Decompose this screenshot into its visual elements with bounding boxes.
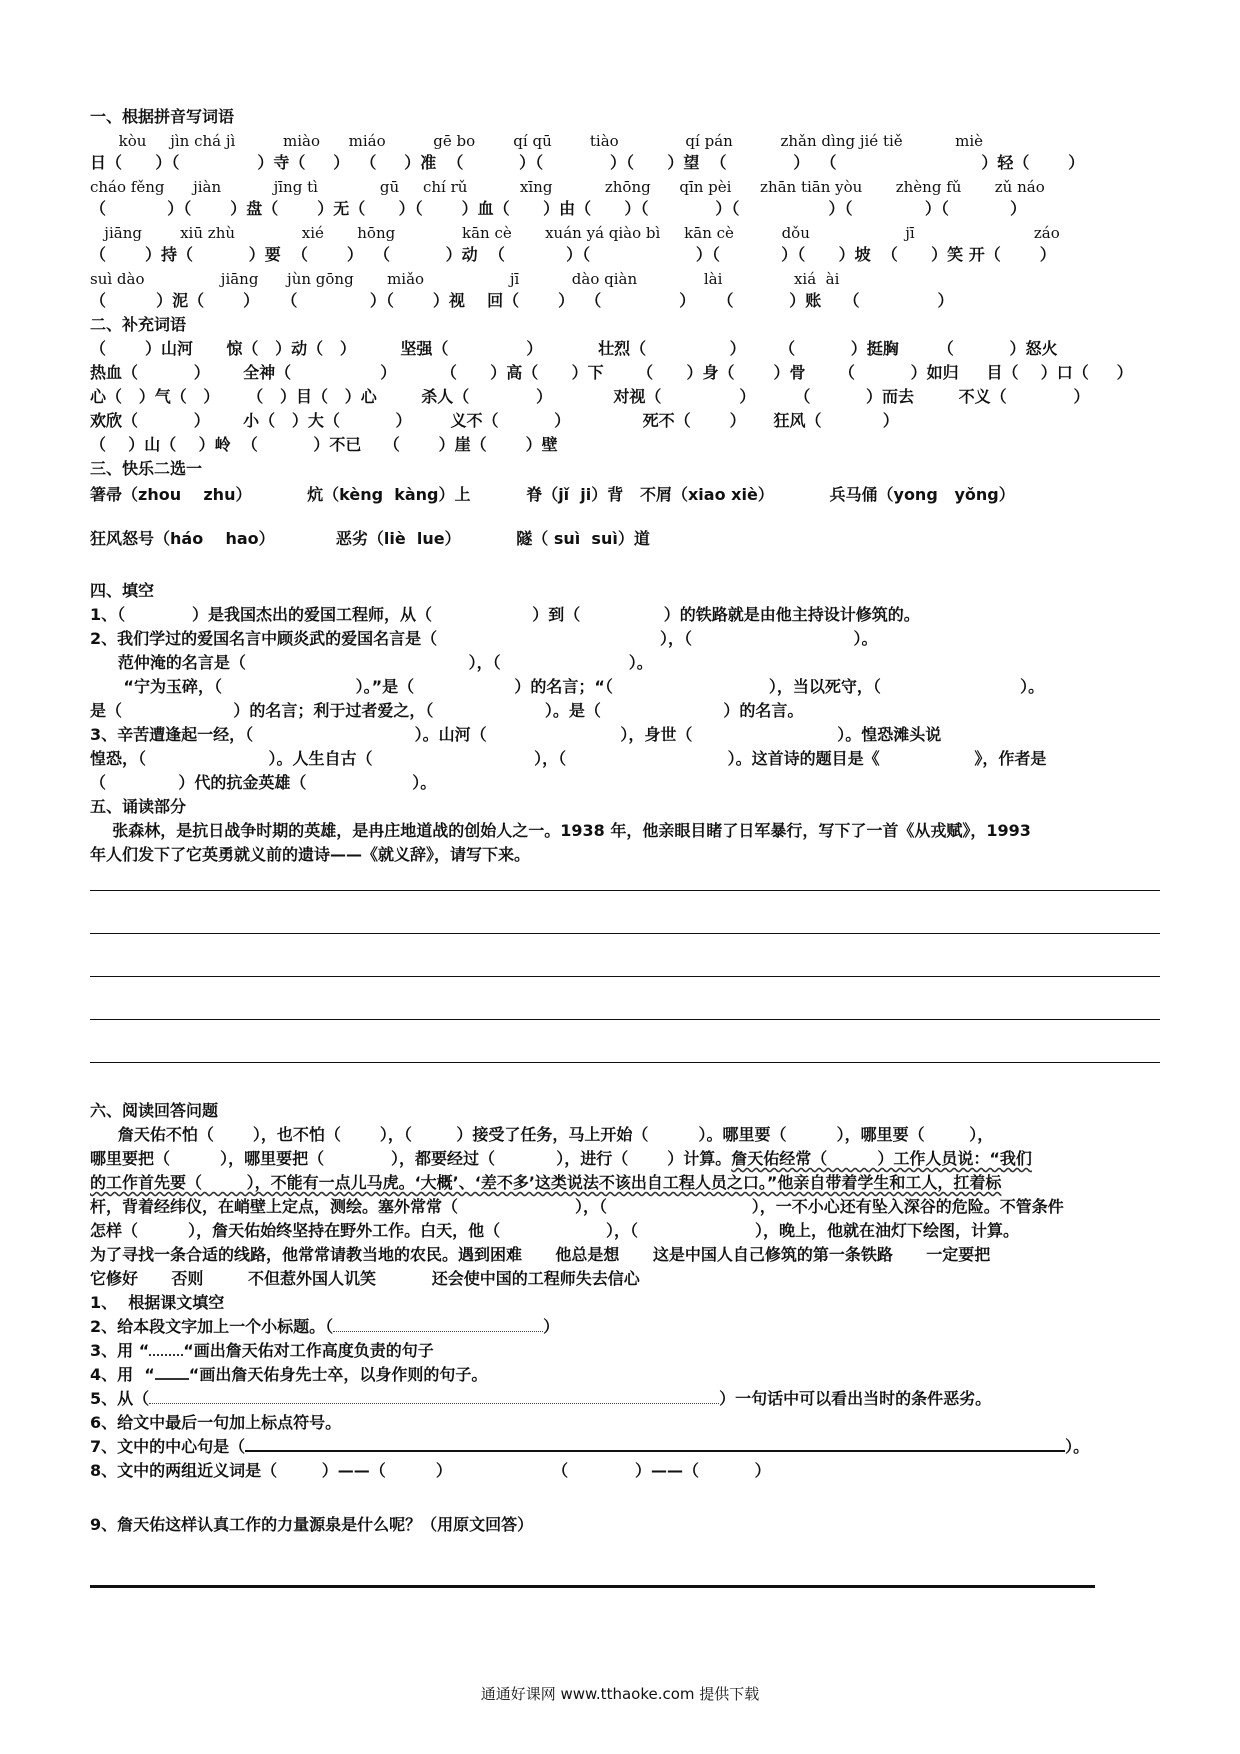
pinyin-line-2: cháo fěng jiàn jīng tì gū chí rǔ xīng zhōng qīn pèi zhān tiān yòu zhèng fǔ zǔ náo [90, 178, 1045, 196]
question-7-text: 7、文中的中心句是（ [90, 1437, 246, 1456]
idiom-line-4: 欢欣（ ） 小（ ）大（ ） 义不（ ） 死不（ ） 狂风（ ） [90, 411, 899, 430]
question-3 [90, 1340, 1170, 1362]
fill-line-7: 惶恐，（ ）。人生自古（ ），（ ）。这首诗的题目是《 》，作者是 [90, 749, 1047, 768]
question-9: 9、詹天佑这样认真工作的力量源泉是什么呢？（用原文回答） [90, 1515, 534, 1534]
passage-line-1: 詹天佑不怕（ ），也不怕（ ），（ ）接受了任务，马上开始（ ）。哪里要（ ），哪里要（ ）， [90, 1125, 994, 1144]
question-9-answer-line[interactable] [90, 1585, 1095, 1588]
question-2-blank[interactable] [333, 1317, 543, 1332]
question-2-end: ） [543, 1317, 560, 1336]
question-6: 6、给文中最后一句加上标点符号。 [90, 1413, 342, 1432]
question-3-mark [149, 1340, 183, 1356]
blank-line-1: 日（ ）（ ）寺（ ） （ ）准 （ ）（ ）（ ）望 （ ） （ ）轻（ ） [90, 153, 1085, 172]
footer-credit: 通通好课网 www.tthaoke.com 提供下载 [480, 1685, 760, 1703]
question-7-end: ）。 [1065, 1437, 1090, 1456]
passage-line-3-underlined: ‘大概’、‘差不多’这类说法不该出自工程人员之口。”他亲自带着学生和工人，扛着标 [414, 1173, 1002, 1192]
question-2 [90, 1316, 1170, 1338]
answer-line-5[interactable] [90, 1062, 1160, 1063]
fill-line-5: 是（ ）的名言；利于过者爱之，（ ）。是（ ）的名言。 [90, 701, 804, 720]
question-5 [90, 1388, 1170, 1410]
answer-line-3[interactable] [90, 976, 1160, 977]
section1-heading: 一、根据拼音写词语 [90, 107, 235, 126]
question-1: 1、 根据课文填空 [90, 1293, 225, 1312]
fill-line-2: 2、我们学过的爱国名言中顾炎武的爱国名言是（ ），（ ）。 [90, 629, 878, 648]
section5-heading: 五、诵读部分 [90, 797, 187, 816]
blank-line-3: （ ）持（ ）要 （ ） （ ）动 （ ）（ ）（ ）（ ）坡 （ ）笑 开（ ） [90, 245, 1056, 264]
idiom-line-3: 心（ ）气（ ） （ ）目（ ）心 杀人（ ） 对视（ ） （ ）而去 不义（ ） [90, 387, 1090, 406]
blank-line-2: （ ）（ ）盘（ ）无（ ）（ ）血（ ）由（ ）（ ）（ ）（ ）（ ） [90, 199, 1027, 218]
section4-heading: 四、填空 [90, 581, 155, 600]
pinyin-line-4: suì dào jiāng jùn gōng miǎo jī dào qiàn lài xiá ài [90, 270, 840, 288]
fill-line-3: 范仲淹的名言是（ ），（ ）。 [90, 653, 653, 672]
question-7-blank[interactable] [245, 1436, 1065, 1452]
fill-line-6: 3、辛苦遭逢起一经，（ ）。山河（ ），身世（ ）。惶恐滩头说 [90, 725, 942, 744]
idiom-line-2: 热血（ ） 全神（ ） （ ）高（ ）下 （ ）身（ ）骨 （ ）如归 目（ ）口（ ） [90, 363, 1133, 382]
passage-line-5: 怎样（ ），詹天佑始终坚持在野外工作。白天，他（ ），（ ），晚上，他就在油灯下绘图，计算。 [90, 1221, 1019, 1240]
passage-line-2 [90, 1148, 1170, 1170]
pinyin-line-3: jiāng xiū zhù xié hōng kān cè xuán yá qiào bì kān cè dǒu jī záo [90, 224, 1060, 242]
idiom-line-5: （ ）山（ ）岭 （ ）不已 （ ）崖（ ）壁 [90, 435, 558, 454]
passage-line-3 [90, 1172, 1170, 1194]
question-4-end: “画出詹天佑身先士卒，以身作则的句子。 [188, 1365, 488, 1384]
idiom-line-1: （ ）山河 惊（ ）动（ ） 坚强（ ） 壮烈（ ） （ ）挺胸 （ ）怒火 [90, 339, 1058, 358]
choice-line-2: 狂风怒号（háo hao） 恶劣（liè lue） 隧（ suì suì）道 [90, 529, 650, 548]
answer-line-4[interactable] [90, 1019, 1160, 1020]
passage-line-3-start: 的工作首先要（ ），不能有一点儿马虎。 [90, 1173, 415, 1192]
fill-line-1: 1、（ ）是我国杰出的爱国工程师，从（ ）到（ ）的铁路就是由他主持设计修筑的。 [90, 605, 920, 624]
section3-heading: 三、快乐二选一 [90, 459, 203, 478]
passage-line-7: 它修好 否则 不但惹外国人讥笑 还会使中国的工程师失去信心 [90, 1269, 640, 1288]
recite-text-1: 张森林，是抗日战争时期的英雄，是冉庄地道战的创始人之一。1938 年，他亲眼目睹了日军暴行，写下了一首《从戎赋》，1993 [90, 821, 1031, 840]
fill-line-8: （ ）代的抗金英雄（ ）。 [90, 773, 437, 792]
section6-heading: 六、阅读回答问题 [90, 1101, 219, 1120]
question-5-end: ）一句话中可以看出当时的条件恶劣。 [719, 1389, 992, 1408]
passage-line-2-underlined: 詹天佑经常（ ）工作人员说：“我们 [731, 1149, 1032, 1168]
question-3-end: “画出詹天佑对工作高度负责的句子 [183, 1341, 434, 1360]
answer-line-1[interactable] [90, 890, 1160, 891]
passage-line-4: 杆，背着经纬仪，在峭壁上定点，测绘。塞外常常（ ），（ ），一不小心还有坠入深谷的危险。不管条件 [90, 1197, 1064, 1216]
question-5-blank[interactable] [149, 1389, 719, 1404]
answer-line-2[interactable] [90, 933, 1160, 934]
blank-line-4: （ ）泥（ ） （ ）（ ）视 回（ ） （ ） （ ）账 （ ） [90, 291, 954, 310]
passage-line-2-start: 哪里要把（ ），哪里要把（ ），都要经过（ ），进行（ ）计算。 [90, 1149, 732, 1168]
question-3-text: 3、用 “ [90, 1341, 150, 1360]
question-4 [90, 1364, 1170, 1386]
recite-text-2: 年人们发下了它英勇就义前的遗诗——《就义辞》，请写下来。 [90, 845, 531, 864]
question-7 [90, 1436, 1170, 1458]
question-4-text: 4、用 “ [90, 1365, 155, 1384]
fill-line-4: “宁为玉碎，（ ）。”是（ ）的名言；“（ ），当以死守，（ ）。 [90, 677, 1045, 696]
question-2-text: 2、给本段文字加上一个小标题。（ [90, 1317, 334, 1336]
section2-heading: 二、补充词语 [90, 315, 187, 334]
question-5-text: 5、从（ [90, 1389, 150, 1408]
choice-line-1: 箸帚（zhou zhu） 炕（kèng kàng）上 脊（jǐ ji）背 不屑（xiao xiè） 兵马俑（yong yǒng） [90, 485, 1015, 504]
passage-line-6: 为了寻找一条合适的线路，他常常请教当地的农民。遇到困难 他总是想 这是中国人自己修筑的第一条铁路 一定要把 [90, 1245, 991, 1264]
pinyin-line-1: kòu jìn chá jì miào miáo gē bo qí qū tiào qí pán zhǎn dìng jié tiě miè [90, 132, 983, 150]
question-8: 8、文中的两组近义词是（ ）——（ ） （ ）——（ ） [90, 1461, 771, 1480]
question-4-mark [155, 1364, 189, 1380]
